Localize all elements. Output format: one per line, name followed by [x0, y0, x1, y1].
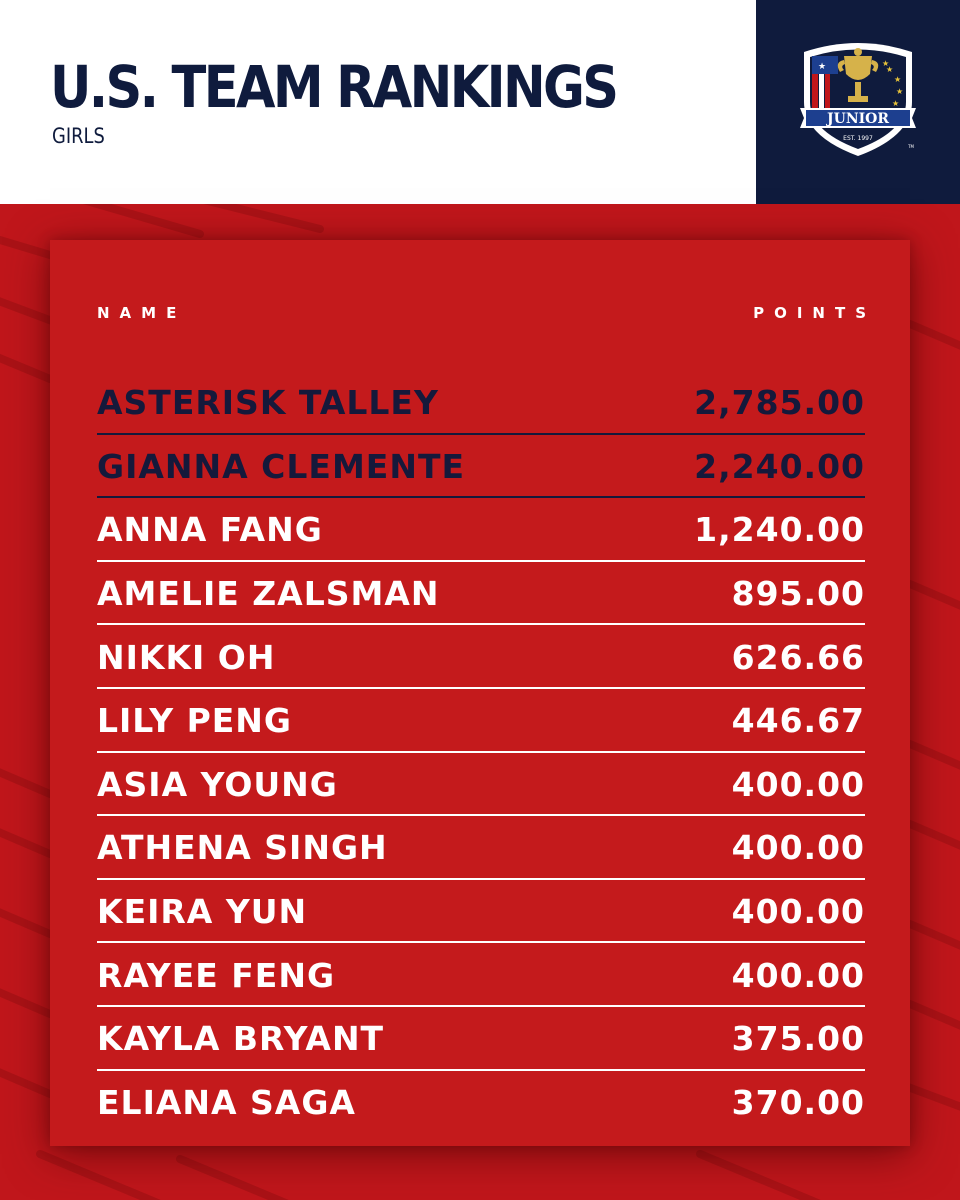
player-name: GIANNA CLEMENTE	[97, 446, 466, 486]
column-header-points: POINTS	[753, 304, 876, 322]
player-name: ATHENA SINGH	[97, 828, 388, 868]
player-points: 1,240.00	[694, 510, 865, 550]
player-name: KAYLA BRYANT	[97, 1019, 385, 1059]
logo-trademark: TM	[908, 144, 914, 149]
player-name: AMELIE ZALSMAN	[97, 574, 440, 614]
table-row	[97, 753, 865, 817]
table-row	[97, 1071, 865, 1135]
table-row	[97, 1007, 865, 1071]
svg-text:★: ★	[882, 59, 890, 68]
player-points: 375.00	[731, 1019, 865, 1059]
svg-text:★: ★	[886, 65, 894, 74]
svg-text:★: ★	[818, 62, 827, 72]
logo-wordmark: JUNIOR	[826, 111, 890, 127]
player-name: ELIANA SAGA	[97, 1082, 356, 1122]
player-name: ANNA FANG	[97, 510, 323, 550]
logo-panel	[756, 0, 960, 204]
player-points: 2,785.00	[694, 383, 865, 423]
player-name: ASTERISK TALLEY	[97, 383, 439, 423]
table-row	[97, 371, 865, 435]
player-points: 400.00	[731, 828, 865, 868]
player-name: NIKKI OH	[97, 637, 276, 677]
column-header-name: NAME	[97, 304, 187, 322]
player-points: 895.00	[731, 574, 865, 614]
page-subtitle: GIRLS	[52, 124, 105, 148]
table-row	[97, 816, 865, 880]
player-name: ASIA YOUNG	[97, 764, 338, 804]
player-name: LILY PENG	[97, 701, 293, 741]
player-points: 446.67	[731, 701, 865, 741]
logo-established: EST. 1997	[843, 135, 873, 142]
svg-text:★: ★	[892, 99, 900, 108]
junior-ryder-cup-logo	[794, 38, 922, 158]
player-points: 370.00	[731, 1082, 865, 1122]
player-points: 400.00	[731, 764, 865, 804]
table-row	[97, 562, 865, 626]
page-title: U.S. TEAM RANKINGS	[50, 53, 617, 121]
table-row	[97, 498, 865, 562]
table-row	[97, 880, 865, 944]
svg-text:★: ★	[896, 87, 904, 96]
svg-text:★: ★	[894, 75, 902, 84]
player-points: 626.66	[731, 637, 865, 677]
player-name: RAYEE FENG	[97, 955, 336, 995]
player-name: KEIRA YUN	[97, 892, 308, 932]
table-row	[97, 943, 865, 1007]
player-points: 2,240.00	[694, 446, 865, 486]
table-row	[97, 625, 865, 689]
player-points: 400.00	[731, 892, 865, 932]
rankings-table	[97, 371, 865, 1134]
table-row	[97, 435, 865, 499]
table-row	[97, 689, 865, 753]
player-points: 400.00	[731, 955, 865, 995]
